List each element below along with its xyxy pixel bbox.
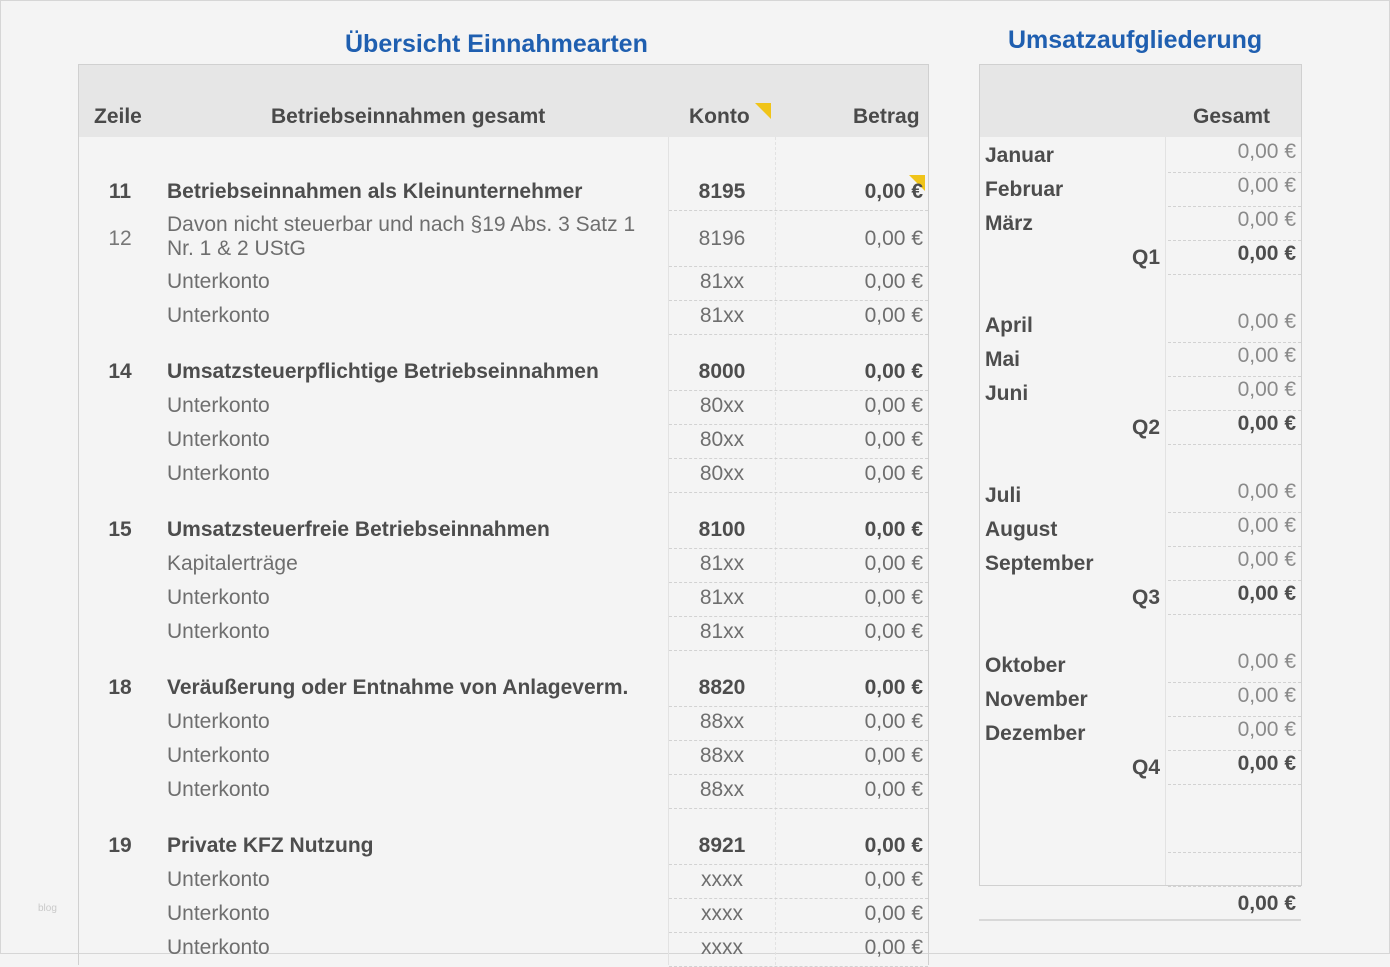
row-konto[interactable]: 8921 (698, 834, 746, 857)
row-separator (1168, 444, 1301, 445)
month-label: Oktober (985, 654, 1066, 677)
row-separator (669, 492, 928, 493)
month-row (980, 173, 1301, 207)
row-description: Private KFZ Nutzung (167, 834, 374, 857)
row-description: Kapitalerträge (167, 552, 298, 575)
month-row (980, 479, 1301, 513)
row-betrag[interactable]: 0,00 € (864, 227, 923, 250)
row-konto[interactable]: 8820 (698, 676, 746, 699)
income-types-table (78, 64, 929, 965)
row-description: Umsatzsteuerpflichtige Betriebseinnahmen (167, 360, 599, 383)
row-konto[interactable]: 8195 (698, 180, 746, 203)
table-row (79, 673, 928, 707)
row-konto[interactable]: xxxx (701, 936, 743, 959)
row-value[interactable]: 0,00 € (1237, 650, 1296, 673)
month-row (980, 717, 1301, 751)
row-separator (669, 650, 928, 651)
row-value[interactable]: 0,00 € (1237, 208, 1296, 231)
row-value[interactable]: 0,00 € (1237, 378, 1296, 401)
table-row (79, 741, 928, 775)
row-zeile: 18 (108, 676, 132, 699)
month-row (980, 547, 1301, 581)
row-betrag[interactable]: 0,00 € (864, 270, 923, 293)
row-betrag[interactable]: 0,00 € (864, 428, 923, 451)
row-konto[interactable]: 88xx (699, 778, 745, 801)
revenue-breakdown-table (979, 64, 1302, 886)
month-row (980, 377, 1301, 411)
table-header (980, 65, 1301, 137)
row-separator (669, 808, 928, 809)
table-row (79, 301, 928, 335)
quarter-row (980, 411, 1301, 445)
row-zeile: 19 (108, 834, 132, 857)
table-row (79, 707, 928, 741)
header-gesamt: Gesamt (1193, 105, 1271, 128)
row-betrag[interactable]: 0,00 € (864, 180, 923, 203)
row-value[interactable]: 0,00 € (1237, 140, 1296, 163)
table-row (79, 357, 928, 391)
row-zeile: 15 (108, 518, 132, 541)
row-konto[interactable]: 80xx (699, 394, 745, 417)
row-betrag[interactable]: 0,00 € (864, 552, 923, 575)
month-label: April (985, 314, 1033, 337)
table-row (79, 549, 928, 583)
month-label: Januar (985, 144, 1054, 167)
row-description: Unterkonto (167, 620, 270, 643)
row-description: Davon nicht steuerbar und nach §19 Abs. 3 Satz 1 Nr. 1 & 2 UStG (167, 213, 636, 260)
row-separator (1168, 614, 1301, 615)
table-row (79, 583, 928, 617)
row-description: Unterkonto (167, 868, 270, 891)
table-row (79, 425, 928, 459)
row-description: Betriebseinnahmen als Kleinunternehmer (167, 180, 583, 203)
row-separator (1168, 784, 1301, 785)
table-row (79, 267, 928, 301)
right-table-title: Umsatzaufgliederung (1008, 26, 1263, 54)
quarter-label: Q3 (1131, 586, 1160, 609)
month-label: Juni (985, 382, 1029, 405)
row-value[interactable]: 0,00 € (1237, 514, 1296, 537)
row-betrag[interactable]: 0,00 € (864, 394, 923, 417)
header-description: Betriebseinnahmen gesamt (271, 105, 546, 128)
table-row (79, 899, 928, 933)
row-value[interactable]: 0,00 € (1237, 752, 1296, 775)
row-description: Unterkonto (167, 394, 270, 417)
table-row (79, 831, 928, 865)
row-description: Unterkonto (167, 586, 270, 609)
row-zeile: 14 (108, 360, 132, 383)
row-description: Umsatzsteuerfreie Betriebseinnahmen (167, 518, 550, 541)
header-konto: Konto (689, 105, 750, 128)
table-header (79, 65, 928, 137)
row-konto[interactable]: 81xx (699, 270, 745, 293)
row-konto[interactable]: 81xx (699, 304, 745, 327)
row-konto[interactable]: 81xx (699, 552, 745, 575)
month-label: März (985, 212, 1033, 235)
row-betrag[interactable]: 0,00 € (864, 620, 923, 643)
row-betrag[interactable]: 0,00 € (864, 868, 923, 891)
quarter-row (980, 581, 1301, 615)
month-label: November (985, 688, 1088, 711)
month-row (980, 343, 1301, 377)
row-zeile: 12 (108, 227, 132, 250)
table-row (79, 617, 928, 651)
row-konto[interactable]: 81xx (699, 586, 745, 609)
month-label: Dezember (985, 722, 1086, 745)
month-row (980, 207, 1301, 241)
month-label: Mai (985, 348, 1021, 371)
row-betrag[interactable]: 0,00 € (864, 360, 923, 383)
row-value[interactable]: 0,00 € (1237, 582, 1296, 605)
month-label: Juli (985, 484, 1022, 507)
quarter-label: Q2 (1131, 416, 1160, 439)
row-betrag[interactable]: 0,00 € (864, 778, 923, 801)
row-betrag[interactable]: 0,00 € (864, 834, 923, 857)
row-value[interactable]: 0,00 € (1237, 684, 1296, 707)
row-konto[interactable]: 88xx (699, 744, 745, 767)
row-description: Unterkonto (167, 270, 270, 293)
row-value[interactable]: 0,00 € (1237, 412, 1296, 435)
row-value[interactable]: 0,00 € (1237, 310, 1296, 333)
row-konto[interactable]: 80xx (699, 428, 745, 451)
row-betrag[interactable]: 0,00 € (864, 518, 923, 541)
grand-total: 0,00 € (1237, 892, 1296, 915)
month-row (980, 309, 1301, 343)
row-description: Unterkonto (167, 462, 270, 485)
row-description: Unterkonto (167, 744, 270, 767)
row-betrag[interactable]: 0,00 € (864, 676, 923, 699)
month-label: September (985, 552, 1094, 575)
row-description: Unterkonto (167, 902, 270, 925)
row-konto[interactable]: 81xx (699, 620, 745, 643)
row-konto[interactable]: 8196 (698, 227, 746, 250)
row-description: Unterkonto (167, 936, 270, 959)
left-table-title: Übersicht Einnahmearten (345, 30, 648, 58)
row-value[interactable]: 0,00 € (1237, 718, 1296, 741)
month-label: Februar (985, 178, 1064, 201)
month-label: August (985, 518, 1058, 541)
row-value[interactable]: 0,00 € (1237, 174, 1296, 197)
quarter-label: Q4 (1131, 756, 1160, 779)
row-betrag[interactable]: 0,00 € (864, 304, 923, 327)
row-betrag[interactable]: 0,00 € (864, 744, 923, 767)
empty-row (980, 819, 1301, 853)
row-separator (1168, 886, 1301, 887)
row-konto[interactable]: 8100 (698, 518, 746, 541)
table-row (79, 391, 928, 425)
row-betrag[interactable]: 0,00 € (864, 586, 923, 609)
table-row (79, 211, 928, 267)
month-row (980, 139, 1301, 173)
quarter-label: Q1 (1131, 246, 1160, 269)
row-betrag[interactable]: 0,00 € (864, 462, 923, 485)
row-description: Unterkonto (167, 778, 270, 801)
row-konto[interactable]: 8000 (698, 360, 746, 383)
row-konto[interactable]: xxxx (701, 868, 743, 891)
table-row (79, 459, 928, 493)
row-separator (1168, 274, 1301, 275)
comment-flag-icon[interactable] (755, 103, 771, 119)
row-zeile: 11 (108, 180, 132, 203)
row-betrag[interactable]: 0,00 € (864, 710, 923, 733)
table-row (79, 515, 928, 549)
table-row (79, 775, 928, 809)
row-separator (669, 334, 928, 335)
table-row (79, 177, 928, 211)
month-row (980, 649, 1301, 683)
row-description: Unterkonto (167, 304, 270, 327)
quarter-row (980, 751, 1301, 785)
row-value[interactable]: 0,00 € (1237, 480, 1296, 503)
header-betrag: Betrag (853, 105, 920, 128)
watermark: blog (38, 903, 57, 914)
table-row (79, 933, 928, 967)
month-row (980, 513, 1301, 547)
header-zeile: Zeile (94, 105, 142, 128)
empty-row (980, 853, 1301, 887)
row-value[interactable]: 0,00 € (1237, 548, 1296, 571)
row-betrag[interactable]: 0,00 € (864, 936, 923, 959)
row-description: Unterkonto (167, 710, 270, 733)
month-row (980, 683, 1301, 717)
row-description: Unterkonto (167, 428, 270, 451)
table-row (79, 865, 928, 899)
row-betrag[interactable]: 0,00 € (864, 902, 923, 925)
quarter-row (980, 241, 1301, 275)
row-value[interactable]: 0,00 € (1237, 344, 1296, 367)
row-konto[interactable]: 88xx (699, 710, 745, 733)
total-divider (979, 919, 1301, 921)
row-konto[interactable]: xxxx (701, 902, 743, 925)
row-konto[interactable]: 80xx (699, 462, 745, 485)
row-value[interactable]: 0,00 € (1237, 242, 1296, 265)
row-description: Veräußerung oder Entnahme von Anlageverm. (167, 676, 629, 699)
